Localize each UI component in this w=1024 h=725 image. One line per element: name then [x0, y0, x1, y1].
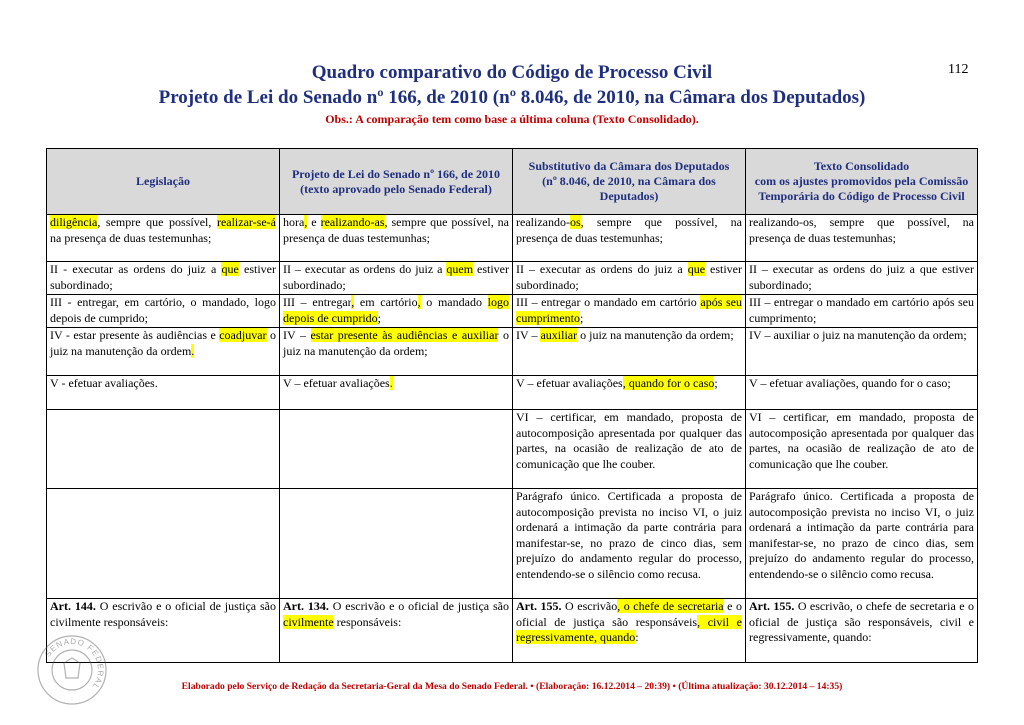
cell-legislacao-empty [47, 410, 280, 489]
cell-substitutivo: II – executar as ordens do juiz a que estiver subordinado; [513, 262, 746, 295]
table-row [47, 410, 978, 489]
cell-consolidado: III – entregar o mandado em cartório após seu cumprimento; [746, 295, 978, 328]
header-projeto-senado: Projeto de Lei do Senado nº 166, de 2010 (texto aprovado pelo Senado Federal) [280, 149, 513, 215]
cell-legislacao: Art. 144. O escrivão e o oficial de justiça são civilmente responsáveis: [47, 599, 280, 663]
observation-note: Obs.: A comparação tem como base a última coluna (Texto Consolidado). [325, 112, 699, 126]
table-header-row [47, 149, 978, 215]
cell-projeto: hora, e realizando-as, sempre que possível, na presença de duas testemunhas; [280, 215, 513, 262]
svg-text:SENADO FEDERAL: SENADO FEDERAL [43, 636, 106, 692]
cell-projeto: Art. 134. O escrivão e o oficial de justiça são civilmente responsáveis: [280, 599, 513, 663]
cell-substitutivo: Art. 155. O escrivão, o chefe de secretaria e o oficial de justiça são responsáveis, civil e regressivamente, quando: [513, 599, 746, 663]
comparison-table [46, 148, 978, 663]
table-row [47, 489, 978, 599]
cell-legislacao: IV - estar presente às audiências e coadjuvar o juiz na manutenção da ordem. [47, 328, 280, 376]
cell-projeto: II – executar as ordens do juiz a quem estiver subordinado; [280, 262, 513, 295]
cell-substitutivo: VI – certificar, em mandado, proposta de autocomposição apresentada por qualquer das partes, na ocasião de realização de ato de comunicação que lhe couber. [513, 410, 746, 489]
document-title: Quadro comparativo do Código de Processo Civil [311, 62, 713, 83]
cell-substitutivo: IV – auxiliar o juiz na manutenção da ordem; [513, 328, 746, 376]
cell-consolidado: Parágrafo único. Certificada a proposta de autocomposição prevista no inciso VI, o juiz ordenará a intimação da parte contrária para manifestar-se, no prazo de cinco dias, sem prejuízo do andamento regular do processo, entendendo-se o silêncio como recusa. [746, 489, 978, 599]
cell-legislacao: II - executar as ordens do juiz a que estiver subordinado; [47, 262, 280, 295]
cell-consolidado: realizando-os, sempre que possível, na presença de duas testemunhas; [746, 215, 978, 262]
table-row [47, 215, 978, 262]
cell-projeto-empty [280, 410, 513, 489]
cell-consolidado: IV – auxiliar o juiz na manutenção da ordem; [746, 328, 978, 376]
table-row [47, 328, 978, 376]
cell-consolidado: VI – certificar, em mandado, proposta de autocomposição apresentada por qualquer das partes, na ocasião de realização de ato de comunicação que lhe couber. [746, 410, 978, 489]
cell-consolidado: V – efetuar avaliações, quando for o caso; [746, 376, 978, 410]
document-subtitle: Projeto de Lei do Senado nº 166, de 2010 (nº 8.046, de 2010, na Câmara dos Deputados) [158, 87, 866, 108]
cell-substitutivo: Parágrafo único. Certificada a proposta de autocomposição prevista no inciso VI, o juiz ordenará a intimação da parte contrária para manifestar-se, no prazo de cinco dias, sem prejuízo do andamento regular do processo, entendendo-se o silêncio como recusa. [513, 489, 746, 599]
cell-projeto: V – efetuar avaliações. [280, 376, 513, 410]
header-legislacao: Legislação [47, 149, 280, 215]
cell-substitutivo: V – efetuar avaliações, quando for o caso; [513, 376, 746, 410]
page-number: 112 [948, 62, 969, 77]
cell-projeto-empty [280, 489, 513, 599]
cell-legislacao: diligência, sempre que possível, realizar-se-á na presença de duas testemunhas; [47, 215, 280, 262]
footer-note: Elaborado pelo Serviço de Redação da Secretaria-Geral da Mesa do Senado Federal. • (Elaboração: 16.12.2014 – 20:39) • (Última atualização: 30.12.2014 – 14:35) [181, 681, 843, 692]
cell-legislacao: V - efetuar avaliações. [47, 376, 280, 410]
header-substitutivo-camara: Substitutivo da Câmara dos Deputados (nº 8.046, de 2010, na Câmara dos Deputados) [513, 149, 746, 215]
cell-consolidado: II – executar as ordens do juiz a que estiver subordinado; [746, 262, 978, 295]
cell-consolidado: Art. 155. O escrivão, o chefe de secretaria e o oficial de justiça são responsáveis, civil e regressivamente, quando: [746, 599, 978, 663]
cell-substitutivo: III – entregar o mandado em cartório após seu cumprimento; [513, 295, 746, 328]
header-texto-consolidado: Texto Consolidado com os ajustes promovidos pela Comissão Temporária do Código de Processo Civil [746, 149, 978, 215]
table-row [47, 262, 978, 295]
table-row [47, 295, 978, 328]
cell-legislacao-empty [47, 489, 280, 599]
cell-legislacao: III - entregar, em cartório, o mandado, logo depois de cumprido; [47, 295, 280, 328]
table-row [47, 599, 978, 663]
cell-projeto: III – entregar, em cartório, o mandado logo depois de cumprido; [280, 295, 513, 328]
table-row [47, 376, 978, 410]
cell-substitutivo: realizando-os, sempre que possível, na presença de duas testemunhas; [513, 215, 746, 262]
cell-projeto: IV – estar presente às audiências e auxiliar o juiz na manutenção da ordem; [280, 328, 513, 376]
senado-seal-logo [32, 630, 112, 710]
